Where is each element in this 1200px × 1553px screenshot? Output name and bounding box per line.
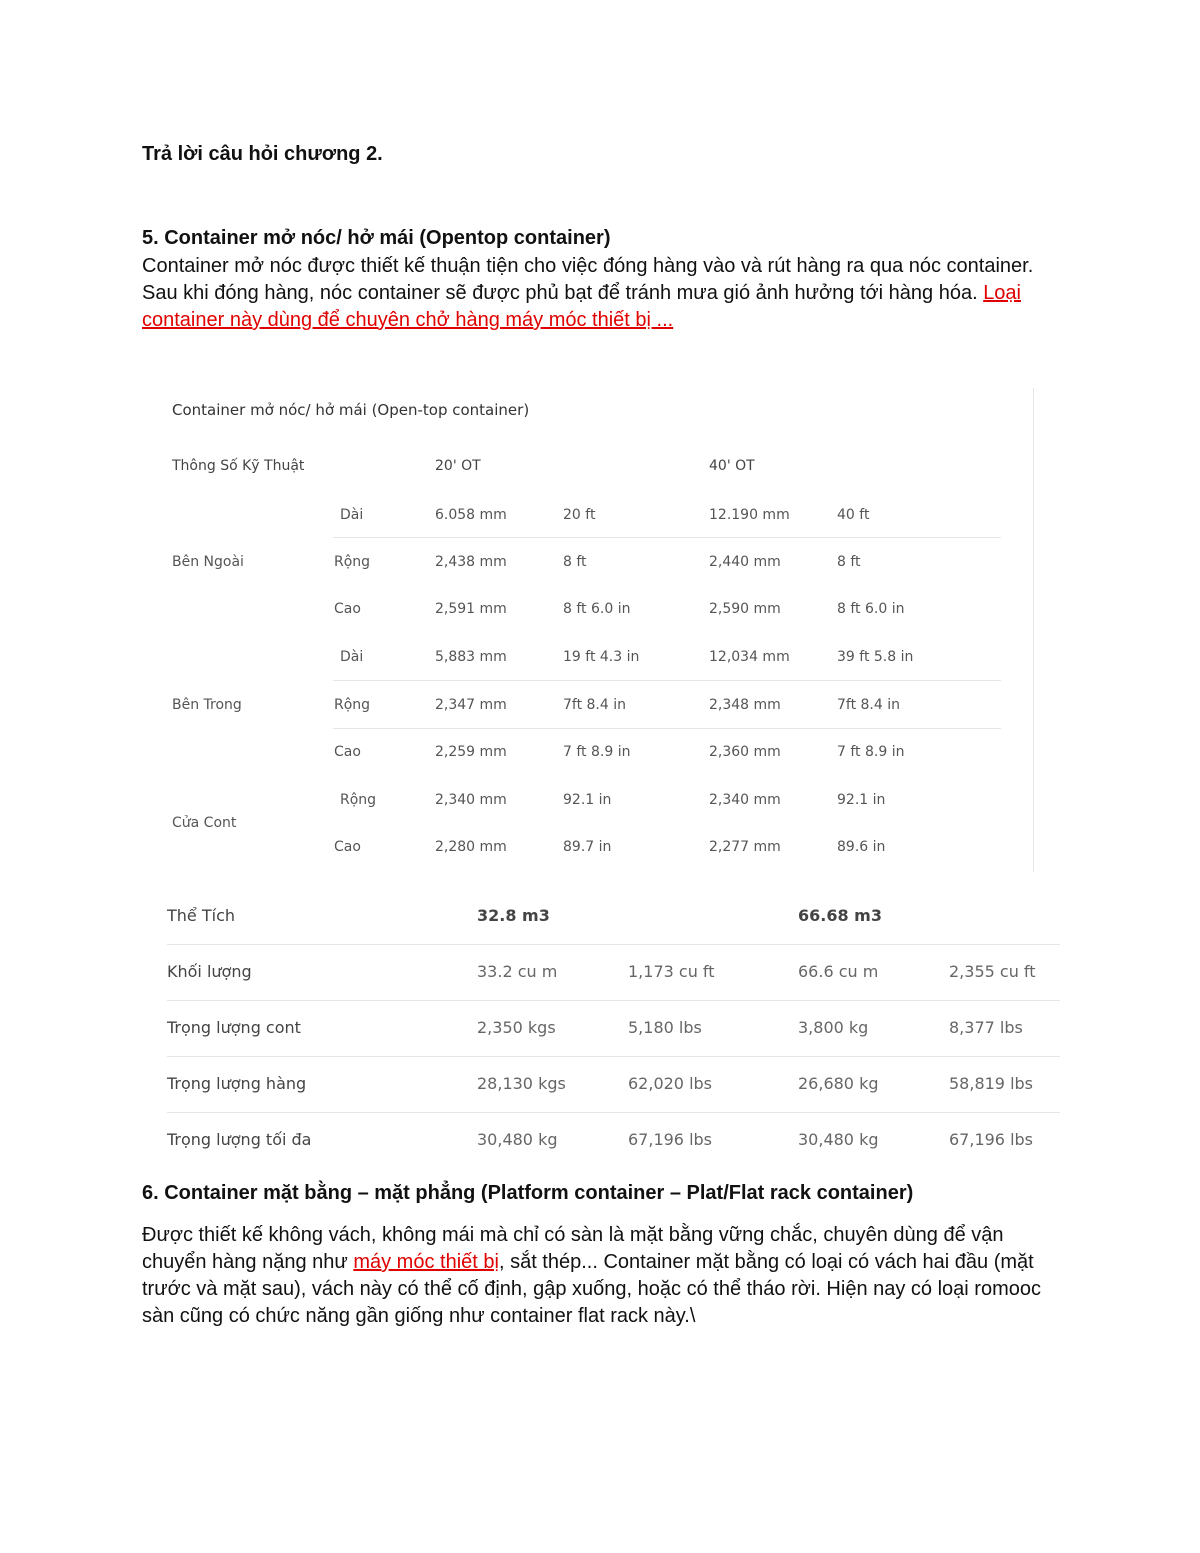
spec-value: 2,440 mm xyxy=(709,554,781,570)
spec-value: 7 ft 8.9 in xyxy=(837,744,905,760)
metric-value: 30,480 kg xyxy=(798,1130,879,1149)
spec-dimension-label: Rộng xyxy=(334,697,371,713)
spec-value: 92.1 in xyxy=(563,792,612,808)
section5-heading: 5. Container mở nóc/ hở mái (Opentop container) xyxy=(142,227,611,249)
spec-value: 2,259 mm xyxy=(435,744,507,760)
metric-value: 26,680 kg xyxy=(798,1074,879,1093)
volume-20: 32.8 m3 xyxy=(477,906,550,925)
spec-value: 89.7 in xyxy=(563,839,612,855)
group-inside: Bên Trong xyxy=(172,697,242,713)
volume-40: 66.68 m3 xyxy=(798,906,882,925)
row-divider xyxy=(333,728,1001,729)
spec-value: 89.6 in xyxy=(837,839,886,855)
spec-value: 7ft 8.4 in xyxy=(837,697,901,713)
section6-paragraph xyxy=(142,1222,1067,1330)
spec-value: 7 ft 8.9 in xyxy=(563,744,631,760)
spec-dimension-label: Dài xyxy=(340,649,364,665)
spec-value: 2,360 mm xyxy=(709,744,781,760)
spec-value: 6.058 mm xyxy=(435,507,507,523)
metric-value: 33.2 cu m xyxy=(477,962,558,981)
spec-value: 19 ft 4.3 in xyxy=(563,649,640,665)
spec-value: 5,883 mm xyxy=(435,649,507,665)
spec-value: 40 ft xyxy=(837,507,870,523)
spec-value: 39 ft 5.8 in xyxy=(837,649,914,665)
header-spec: Thông Số Kỹ Thuật xyxy=(172,458,305,474)
spec-dimension-label: Dài xyxy=(340,507,364,523)
spec-value: 20 ft xyxy=(563,507,596,523)
group-door: Cửa Cont xyxy=(172,815,237,831)
spec-value: 2,280 mm xyxy=(435,839,507,855)
spec-dimension-label: Cao xyxy=(334,744,361,760)
table-row xyxy=(167,944,1060,1001)
table-row xyxy=(167,888,1060,945)
metric-value: 5,180 lbs xyxy=(628,1018,702,1037)
spec-value: 8 ft 6.0 in xyxy=(563,601,631,617)
metric-label: Trọng lượng cont xyxy=(167,1018,301,1037)
section6-link[interactable]: máy móc thiết bị xyxy=(353,1251,499,1273)
spec-dimension-label: Cao xyxy=(334,839,361,855)
spec-value: 8 ft 6.0 in xyxy=(837,601,905,617)
spec-value: 2,348 mm xyxy=(709,697,781,713)
spec-value: 8 ft xyxy=(837,554,861,570)
section5-link[interactable]: Loại container này dùng để chuyên chở hàng máy móc thiết bị ... xyxy=(142,282,1021,331)
metric-label: Trọng lượng hàng xyxy=(167,1074,307,1093)
spec-value: 2,591 mm xyxy=(435,601,507,617)
header-20ot: 20' OT xyxy=(435,458,481,474)
metric-value: 2,355 cu ft xyxy=(949,962,1036,981)
page-title: Trả lời câu hỏi chương 2. xyxy=(142,143,383,165)
table-caption: Container mở nóc/ hở mái (Open-top container) xyxy=(172,401,530,419)
metric-label: Khối lượng xyxy=(167,962,252,981)
section6-text-start: Được thiết kế không vách, không mái mà chỉ có sàn là mặt bằng vững chắc, chuyên dùng để vận chuyển hàng nặng như xyxy=(142,1224,1004,1273)
table-row xyxy=(167,1056,1060,1113)
section5-text: Container mở nóc được thiết kế thuận tiện cho việc đóng hàng vào và rút hàng ra qua nóc container. Sau khi đóng hàng, nóc container sẽ được phủ bạt để tránh mưa gió ảnh hưởng tới hàng hóa. xyxy=(142,255,1034,304)
metric-value: 67,196 lbs xyxy=(949,1130,1034,1149)
metric-value: 62,020 lbs xyxy=(628,1074,713,1093)
spec-dimension-label: Rộng xyxy=(340,792,377,808)
section6-text-end: , sắt thép... Container mặt bằng có loại có vách hai đầu (mặt trước và mặt sau), vách này có thể cố định, gập xuống, hoặc có thể tháo rời. Hiện nay có loại romooc sàn cũng có chức năng gần giống như container flat rack này.\ xyxy=(142,1251,1041,1327)
table-row xyxy=(167,1112,1060,1168)
metric-value: 67,196 lbs xyxy=(628,1130,713,1149)
spec-value: 2,590 mm xyxy=(709,601,781,617)
table-row xyxy=(167,1000,1060,1057)
section6-heading: 6. Container mặt bằng – mặt phẳng (Platform container – Plat/Flat rack container) xyxy=(142,1182,914,1204)
metric-value: 28,130 kgs xyxy=(477,1074,566,1093)
group-outside: Bên Ngoài xyxy=(172,554,244,570)
metric-value: 58,819 lbs xyxy=(949,1074,1034,1093)
spec-value: 2,340 mm xyxy=(435,792,507,808)
metric-label: Trọng lượng tối đa xyxy=(167,1130,312,1149)
metric-value: 30,480 kg xyxy=(477,1130,558,1149)
section5-paragraph xyxy=(142,253,1067,334)
volume-label: Thể Tích xyxy=(167,906,235,925)
metric-value: 3,800 kg xyxy=(798,1018,869,1037)
spec-value: 2,277 mm xyxy=(709,839,781,855)
spec-value: 12,034 mm xyxy=(709,649,790,665)
row-divider xyxy=(333,537,1001,538)
metric-value: 8,377 lbs xyxy=(949,1018,1023,1037)
spec-value: 2,438 mm xyxy=(435,554,507,570)
spec-dimension-label: Cao xyxy=(334,601,361,617)
spec-value: 8 ft xyxy=(563,554,587,570)
spec-value: 92.1 in xyxy=(837,792,886,808)
capacity-weight-table xyxy=(155,888,1060,1170)
spec-value: 2,340 mm xyxy=(709,792,781,808)
spec-value: 12.190 mm xyxy=(709,507,790,523)
header-40ot: 40' OT xyxy=(709,458,755,474)
spec-value: 7ft 8.4 in xyxy=(563,697,627,713)
open-top-spec-table xyxy=(155,388,1034,872)
row-divider xyxy=(333,680,1001,681)
spec-value: 2,347 mm xyxy=(435,697,507,713)
metric-value: 2,350 kgs xyxy=(477,1018,556,1037)
metric-value: 1,173 cu ft xyxy=(628,962,715,981)
metric-value: 66.6 cu m xyxy=(798,962,879,981)
spec-dimension-label: Rộng xyxy=(334,554,371,570)
